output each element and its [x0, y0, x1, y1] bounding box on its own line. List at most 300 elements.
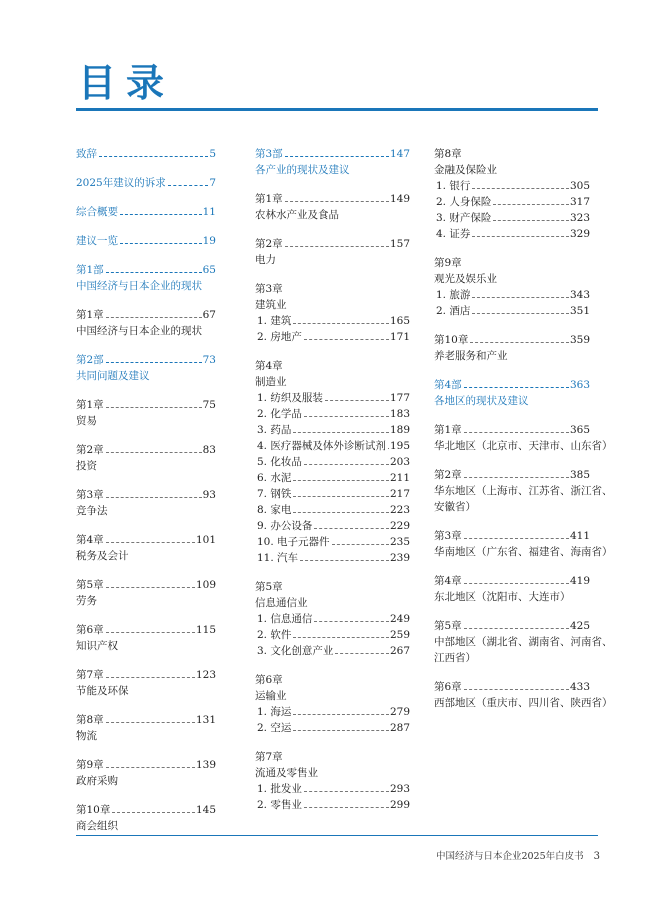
toc-entry-label: 7. 钢铁 — [257, 488, 292, 500]
toc-chapter-heading: 第4章 — [255, 360, 283, 372]
toc-page-number: 147 — [389, 148, 410, 160]
toc-page-number: 433 — [569, 681, 590, 693]
toc-chapter-entry — [434, 618, 613, 666]
dot-leader — [325, 400, 389, 401]
dot-leader — [293, 637, 389, 638]
toc-chapter-heading: 第5章 — [255, 581, 283, 593]
toc-entry-label: 综合概要 — [76, 206, 118, 218]
toc-page-number: 67 — [202, 309, 216, 321]
toc-chapter-entry — [76, 802, 216, 834]
toc-entry-label: 第2章 — [76, 444, 104, 456]
toc-entry-title: 政府采购 — [76, 775, 118, 787]
dot-leader — [304, 791, 389, 792]
toc-page-number: 145 — [195, 804, 216, 816]
toc-subitem-link[interactable] — [255, 518, 410, 534]
toc-page-number: 317 — [569, 196, 590, 208]
toc-entry-title: 劳务 — [76, 595, 97, 607]
toc-entry-title: 中国经济与日本企业的现状 — [76, 280, 202, 292]
toc-page-number: 365 — [569, 424, 590, 436]
toc-entry-label: 1. 海运 — [257, 706, 292, 718]
toc-entry-label: 第6章 — [76, 624, 104, 636]
toc-page-number: 139 — [195, 759, 216, 771]
dot-leader — [464, 432, 569, 433]
toc-chapter-entry — [76, 442, 216, 474]
toc-entry-label: 致辞 — [76, 148, 97, 160]
toc-page-number: 115 — [195, 624, 216, 636]
toc-chapter-title: 信息通信业 — [255, 597, 308, 609]
toc-subitem-link[interactable] — [255, 406, 410, 422]
toc-subitem-link[interactable] — [255, 797, 410, 813]
dot-leader — [293, 432, 389, 433]
toc-subitem-link[interactable] — [255, 470, 410, 486]
page-footer — [436, 848, 600, 862]
toc-subitem-link[interactable] — [255, 611, 410, 627]
toc-subitem-link[interactable] — [255, 643, 410, 659]
toc-entry-link[interactable] — [76, 757, 216, 773]
dot-leader — [464, 689, 569, 690]
toc-subitem-link[interactable] — [255, 550, 410, 566]
toc-entry-title: 养老服务和产业 — [434, 350, 508, 362]
dot-leader — [120, 214, 202, 215]
toc-entry-link[interactable] — [434, 467, 590, 483]
toc-part-entry — [434, 377, 590, 409]
toc-entry-title: 各产业的现状及建议 — [255, 164, 350, 176]
toc-page-number: 7 — [209, 177, 216, 189]
toc-chapter-entry — [76, 307, 216, 339]
toc-entry-title: 农林水产业及食品 — [255, 209, 339, 221]
footer-text: 中国经济与日本企业2025年白皮书 — [435, 851, 584, 862]
toc-entry-title: 税务及会计 — [76, 550, 129, 562]
dot-leader — [112, 812, 195, 813]
toc-entry-label: 第6章 — [434, 681, 462, 693]
dot-leader — [106, 452, 202, 453]
toc-chapter-entry — [434, 528, 613, 560]
dot-leader — [304, 807, 389, 808]
toc-chapter-entry — [434, 679, 613, 711]
toc-part-entry — [76, 352, 216, 384]
toc-page-number: 189 — [389, 424, 410, 436]
toc-entry-link[interactable] — [76, 262, 216, 278]
toc-entry-label: 第5章 — [434, 620, 462, 632]
toc-entry-title: 知识产权 — [76, 640, 118, 652]
toc-entry-title: 竞争法 — [76, 505, 108, 517]
toc-subitem-link[interactable] — [434, 194, 590, 210]
toc-entry-label: 第4章 — [434, 575, 462, 587]
toc-entry-label: 4. 证券 — [436, 228, 471, 240]
toc-entry-link[interactable] — [434, 528, 590, 544]
toc-page-number: 73 — [202, 354, 216, 366]
toc-entry-label: 建议一览 — [76, 235, 118, 247]
toc-chapter-title: 流通及零售业 — [255, 767, 318, 779]
toc-column-2 — [255, 146, 410, 826]
toc-page-number: 411 — [569, 530, 590, 542]
dot-leader — [388, 448, 389, 449]
toc-page-number: 229 — [389, 520, 410, 532]
toc-subitem-link[interactable] — [255, 390, 410, 406]
toc-subitem-link[interactable] — [255, 627, 410, 643]
dot-leader — [293, 714, 389, 715]
toc-entry-link[interactable] — [76, 532, 216, 548]
footer-divider — [76, 835, 598, 836]
toc-chapter-entry — [255, 191, 410, 223]
toc-entry-link[interactable] — [76, 175, 216, 191]
dot-leader — [332, 544, 389, 545]
toc-subitem-link[interactable] — [255, 534, 410, 550]
toc-page-number: 195 — [389, 440, 410, 452]
toc-part-entry — [76, 262, 216, 294]
toc-page-number: 343 — [569, 289, 590, 301]
dot-leader — [285, 156, 389, 157]
toc-entry-label: 2. 酒店 — [436, 305, 471, 317]
toc-page-number: 65 — [202, 264, 216, 276]
toc-subitem-link[interactable] — [255, 438, 410, 454]
dot-leader — [293, 730, 389, 731]
toc-page-number: 101 — [195, 534, 216, 546]
toc-entry-label: 第1章 — [76, 399, 104, 411]
toc-subitem-link[interactable] — [434, 178, 590, 194]
dot-leader — [314, 621, 389, 622]
toc-entry-label: 2. 房地产 — [257, 331, 302, 343]
toc-entry-label: 1. 旅游 — [436, 289, 471, 301]
toc-page-number: 235 — [389, 536, 410, 548]
toc-subitem-link[interactable] — [255, 486, 410, 502]
toc-entry-title: 物流 — [76, 730, 97, 742]
toc-chapter-entry — [434, 573, 590, 605]
toc-entry-label: 2. 化学品 — [257, 408, 302, 420]
dot-leader — [493, 220, 569, 221]
toc-page-number: 425 — [569, 620, 590, 632]
toc-entry-label: 第3部 — [255, 148, 283, 160]
toc-page-number: 123 — [195, 669, 216, 681]
toc-entry-label: 第4部 — [434, 379, 462, 391]
toc-entry-label: 第10章 — [76, 804, 111, 816]
toc-chapter-entry — [434, 332, 590, 364]
toc-chapter-entry — [255, 749, 410, 813]
toc-chapter-title: 建筑业 — [255, 299, 287, 311]
toc-entry-title: 中国经济与日本企业的现状 — [76, 325, 202, 337]
dot-leader — [464, 628, 569, 629]
toc-page-number: 165 — [389, 315, 410, 327]
toc-entry-label: 2. 零售业 — [257, 799, 302, 811]
dot-leader — [293, 496, 389, 497]
toc-entry-label: 11. 汽车 — [257, 552, 299, 564]
toc-chapter-entry — [434, 422, 613, 454]
toc-entry-label: 1. 批发业 — [257, 783, 302, 795]
toc-chapter-entry — [434, 467, 613, 515]
toc-entry-title-cont: 江西省） — [434, 652, 476, 664]
toc-entry-title: 中部地区（湖北省、湖南省、河南省、 — [434, 636, 613, 648]
dot-leader — [300, 560, 389, 561]
toc-entry-label: 第8章 — [76, 714, 104, 726]
toc-subitem-link[interactable] — [255, 502, 410, 518]
toc-chapter-heading: 第7章 — [255, 751, 283, 763]
toc-entry-label: 3. 财产保险 — [436, 212, 492, 224]
toc-page-number: 259 — [389, 629, 410, 641]
toc-entry-label: 8. 家电 — [257, 504, 292, 516]
toc-entry-link[interactable] — [76, 307, 216, 323]
toc-entry-label: 第1章 — [76, 309, 104, 321]
toc-chapter-entry — [76, 622, 216, 654]
dot-leader — [99, 156, 208, 157]
toc-subitem-link[interactable] — [434, 210, 590, 226]
dot-leader — [472, 236, 569, 237]
toc-entry-link[interactable] — [76, 352, 216, 368]
toc-page-number: 385 — [569, 469, 590, 481]
toc-entry-label: 2. 人身保险 — [436, 196, 492, 208]
toc-entry-link[interactable] — [76, 233, 216, 249]
dot-leader — [106, 677, 195, 678]
toc-entry-link[interactable] — [76, 204, 216, 220]
toc-page-number: 305 — [569, 180, 590, 192]
toc-entry-title: 华北地区（北京市、天津市、山东省） — [434, 440, 613, 452]
toc-chapter-title: 运输业 — [255, 690, 287, 702]
toc-entry-label: 第9章 — [76, 759, 104, 771]
toc-page-number: 19 — [202, 235, 216, 247]
toc-entry-title: 商会组织 — [76, 820, 118, 832]
toc-subitem-link[interactable] — [255, 422, 410, 438]
toc-entry-label: 5. 化妆品 — [257, 456, 302, 468]
toc-entry-label: 3. 文化创意产业 — [257, 645, 334, 657]
toc-chapter-title: 观光及娱乐业 — [434, 273, 497, 285]
toc-entry-title: 西部地区（重庆市、四川省、陕西省） — [434, 697, 613, 709]
toc-chapter-entry — [255, 579, 410, 659]
toc-entry-label: 第4章 — [76, 534, 104, 546]
toc-page-number: 279 — [389, 706, 410, 718]
toc-entry-title: 华南地区（广东省、福建省、海南省） — [434, 546, 613, 558]
toc-chapter-entry — [255, 281, 410, 345]
toc-entry-title: 各地区的现状及建议 — [434, 395, 529, 407]
toc-entry-link[interactable] — [255, 236, 410, 252]
toc-page-number: 183 — [389, 408, 410, 420]
dot-leader — [472, 313, 569, 314]
toc-chapter-title: 制造业 — [255, 376, 287, 388]
toc-page-number: 157 — [389, 238, 410, 250]
toc-entry-label: 6. 水泥 — [257, 472, 292, 484]
toc-entry-link[interactable] — [76, 802, 216, 818]
toc-subitem-link[interactable] — [434, 303, 590, 319]
toc-page-number: 299 — [389, 799, 410, 811]
dot-leader — [304, 416, 389, 417]
toc-entry-label: 4. 医疗器械及体外诊断试剂 — [257, 440, 386, 452]
toc-entry-label: 2025年建议的诉求 — [76, 177, 166, 189]
toc-page-number: 267 — [389, 645, 410, 657]
dot-leader — [464, 387, 569, 388]
toc-page-number: 287 — [389, 722, 410, 734]
toc-page-number: 131 — [195, 714, 216, 726]
toc-subitem-link[interactable] — [255, 781, 410, 797]
dot-leader — [106, 587, 195, 588]
toc-page-number: 323 — [569, 212, 590, 224]
page-title: 目录 — [78, 61, 175, 105]
toc-chapter-entry — [76, 577, 216, 609]
toc-page-number: 211 — [389, 472, 410, 484]
dot-leader — [106, 497, 202, 498]
toc-page-number: 351 — [569, 305, 590, 317]
toc-column-3 — [434, 146, 613, 724]
toc-entry-title: 贸易 — [76, 415, 97, 427]
toc-page-number: 5 — [209, 148, 216, 160]
toc-entry-label: 2. 软件 — [257, 629, 292, 641]
toc-chapter-entry — [76, 667, 216, 699]
toc-chapter-entry — [76, 487, 216, 519]
toc-page-number: 239 — [389, 552, 410, 564]
toc-entry-label: 1. 建筑 — [257, 315, 292, 327]
toc-entry-link[interactable] — [434, 679, 590, 695]
toc-part-entry — [76, 233, 216, 249]
toc-entry-link[interactable] — [434, 573, 590, 589]
toc-entry-label: 1. 信息通信 — [257, 613, 313, 625]
toc-entry-label: 第5章 — [76, 579, 104, 591]
toc-page-number: 359 — [569, 334, 590, 346]
toc-entry-label: 第1章 — [434, 424, 462, 436]
toc-chapter-entry — [76, 532, 216, 564]
toc-chapter-entry — [76, 397, 216, 429]
dot-leader — [106, 317, 202, 318]
dot-leader — [464, 583, 569, 584]
toc-chapter-entry — [255, 358, 410, 566]
toc-entry-title: 投资 — [76, 460, 97, 472]
toc-entry-link[interactable] — [76, 487, 216, 503]
dot-leader — [106, 272, 202, 273]
toc-entry-label: 第1章 — [255, 193, 283, 205]
toc-chapter-entry — [76, 712, 216, 744]
dot-leader — [314, 528, 389, 529]
dot-leader — [293, 480, 389, 481]
toc-entry-link[interactable] — [434, 422, 590, 438]
dot-leader — [304, 464, 389, 465]
dot-leader — [285, 246, 389, 247]
toc-entry-label: 第3章 — [76, 489, 104, 501]
toc-page-number: 293 — [389, 783, 410, 795]
toc-entry-label: 第2章 — [255, 238, 283, 250]
toc-chapter-heading: 第3章 — [255, 283, 283, 295]
toc-page-number: 177 — [389, 392, 410, 404]
toc-entry-label: 第3章 — [434, 530, 462, 542]
toc-entry-label: 第10章 — [434, 334, 469, 346]
toc-entry-label: 1. 纺织及服装 — [257, 392, 323, 404]
toc-page-number: 249 — [389, 613, 410, 625]
toc-chapter-heading: 第8章 — [434, 148, 462, 160]
dot-leader — [168, 185, 209, 186]
toc-entry-label: 9. 办公设备 — [257, 520, 313, 532]
toc-entry-label: 10. 电子元器件 — [257, 536, 330, 548]
toc-entry-link[interactable] — [76, 397, 216, 413]
toc-page-number: 83 — [202, 444, 216, 456]
toc-subitem-link[interactable] — [255, 329, 410, 345]
toc-page-number: 171 — [389, 331, 410, 343]
toc-entry-link[interactable] — [76, 667, 216, 683]
toc-entry-title: 东北地区（沈阳市、大连市） — [434, 591, 571, 603]
toc-page-number: 223 — [389, 504, 410, 516]
toc-chapter-heading: 第9章 — [434, 257, 462, 269]
dot-leader — [470, 342, 569, 343]
toc-entry-title: 共同问题及建议 — [76, 370, 150, 382]
toc-page-number: 217 — [389, 488, 410, 500]
toc-entry-link[interactable] — [76, 622, 216, 638]
toc-entry-title-cont: 安徽省） — [434, 501, 476, 513]
toc-page-number: 75 — [202, 399, 216, 411]
toc-column-1 — [76, 146, 216, 847]
toc-entry-label: 第1部 — [76, 264, 104, 276]
dot-leader — [106, 632, 195, 633]
dot-leader — [464, 538, 569, 539]
toc-entry-link[interactable] — [255, 146, 410, 162]
toc-chapter-entry — [255, 672, 410, 736]
toc-entry-link[interactable] — [255, 191, 410, 207]
toc-entry-link[interactable] — [76, 577, 216, 593]
toc-entry-label: 第7章 — [76, 669, 104, 681]
toc-entry-title: 华东地区（上海市、江苏省、浙江省、 — [434, 485, 613, 497]
toc-page-number: 149 — [389, 193, 410, 205]
toc-subitem-link[interactable] — [255, 720, 410, 736]
dot-leader — [472, 297, 569, 298]
toc-chapter-entry — [434, 146, 590, 242]
toc-subitem-link[interactable] — [255, 704, 410, 720]
dot-leader — [120, 243, 202, 244]
toc-entry-label: 1. 银行 — [436, 180, 471, 192]
toc-part-entry — [76, 204, 216, 220]
toc-subitem-link[interactable] — [434, 226, 590, 242]
dot-leader — [304, 339, 389, 340]
dot-leader — [106, 767, 195, 768]
toc-part-entry — [255, 146, 410, 178]
dot-leader — [472, 188, 569, 189]
title-divider — [76, 108, 598, 111]
toc-chapter-heading: 第6章 — [255, 674, 283, 686]
dot-leader — [106, 362, 202, 363]
toc-part-entry — [76, 146, 216, 162]
toc-page-number: 203 — [389, 456, 410, 468]
toc-page-number: 109 — [195, 579, 216, 591]
toc-entry-label: 2. 空运 — [257, 722, 292, 734]
toc-entry-link[interactable] — [434, 377, 590, 393]
toc-chapter-entry — [76, 757, 216, 789]
dot-leader — [293, 512, 389, 513]
toc-page-number: 363 — [569, 379, 590, 391]
toc-subitem-link[interactable] — [255, 454, 410, 470]
toc-entry-label: 第2章 — [434, 469, 462, 481]
toc-page-number: 11 — [202, 206, 216, 218]
toc-entry-link[interactable] — [434, 332, 590, 348]
toc-entry-link[interactable] — [76, 442, 216, 458]
dot-leader — [106, 542, 195, 543]
page-number: 3 — [593, 851, 600, 862]
toc-entry-link[interactable] — [434, 618, 590, 634]
toc-entry-label: 第2部 — [76, 354, 104, 366]
dot-leader — [335, 653, 389, 654]
toc-entry-link[interactable] — [76, 146, 216, 162]
toc-subitem-link[interactable] — [434, 287, 590, 303]
toc-subitem-link[interactable] — [255, 313, 410, 329]
toc-part-entry — [76, 175, 216, 191]
toc-chapter-entry — [434, 255, 590, 319]
toc-page-number: 419 — [569, 575, 590, 587]
toc-entry-link[interactable] — [76, 712, 216, 728]
dot-leader — [106, 722, 195, 723]
toc-page-number: 329 — [569, 228, 590, 240]
toc-chapter-entry — [255, 236, 410, 268]
dot-leader — [464, 477, 569, 478]
toc-entry-title: 电力 — [255, 254, 276, 266]
toc-page-number: 93 — [202, 489, 216, 501]
dot-leader — [293, 323, 389, 324]
toc-entry-label: 3. 药品 — [257, 424, 292, 436]
dot-leader — [106, 407, 202, 408]
dot-leader — [493, 204, 569, 205]
dot-leader — [285, 201, 389, 202]
toc-entry-title: 节能及环保 — [76, 685, 129, 697]
toc-chapter-title: 金融及保险业 — [434, 164, 497, 176]
